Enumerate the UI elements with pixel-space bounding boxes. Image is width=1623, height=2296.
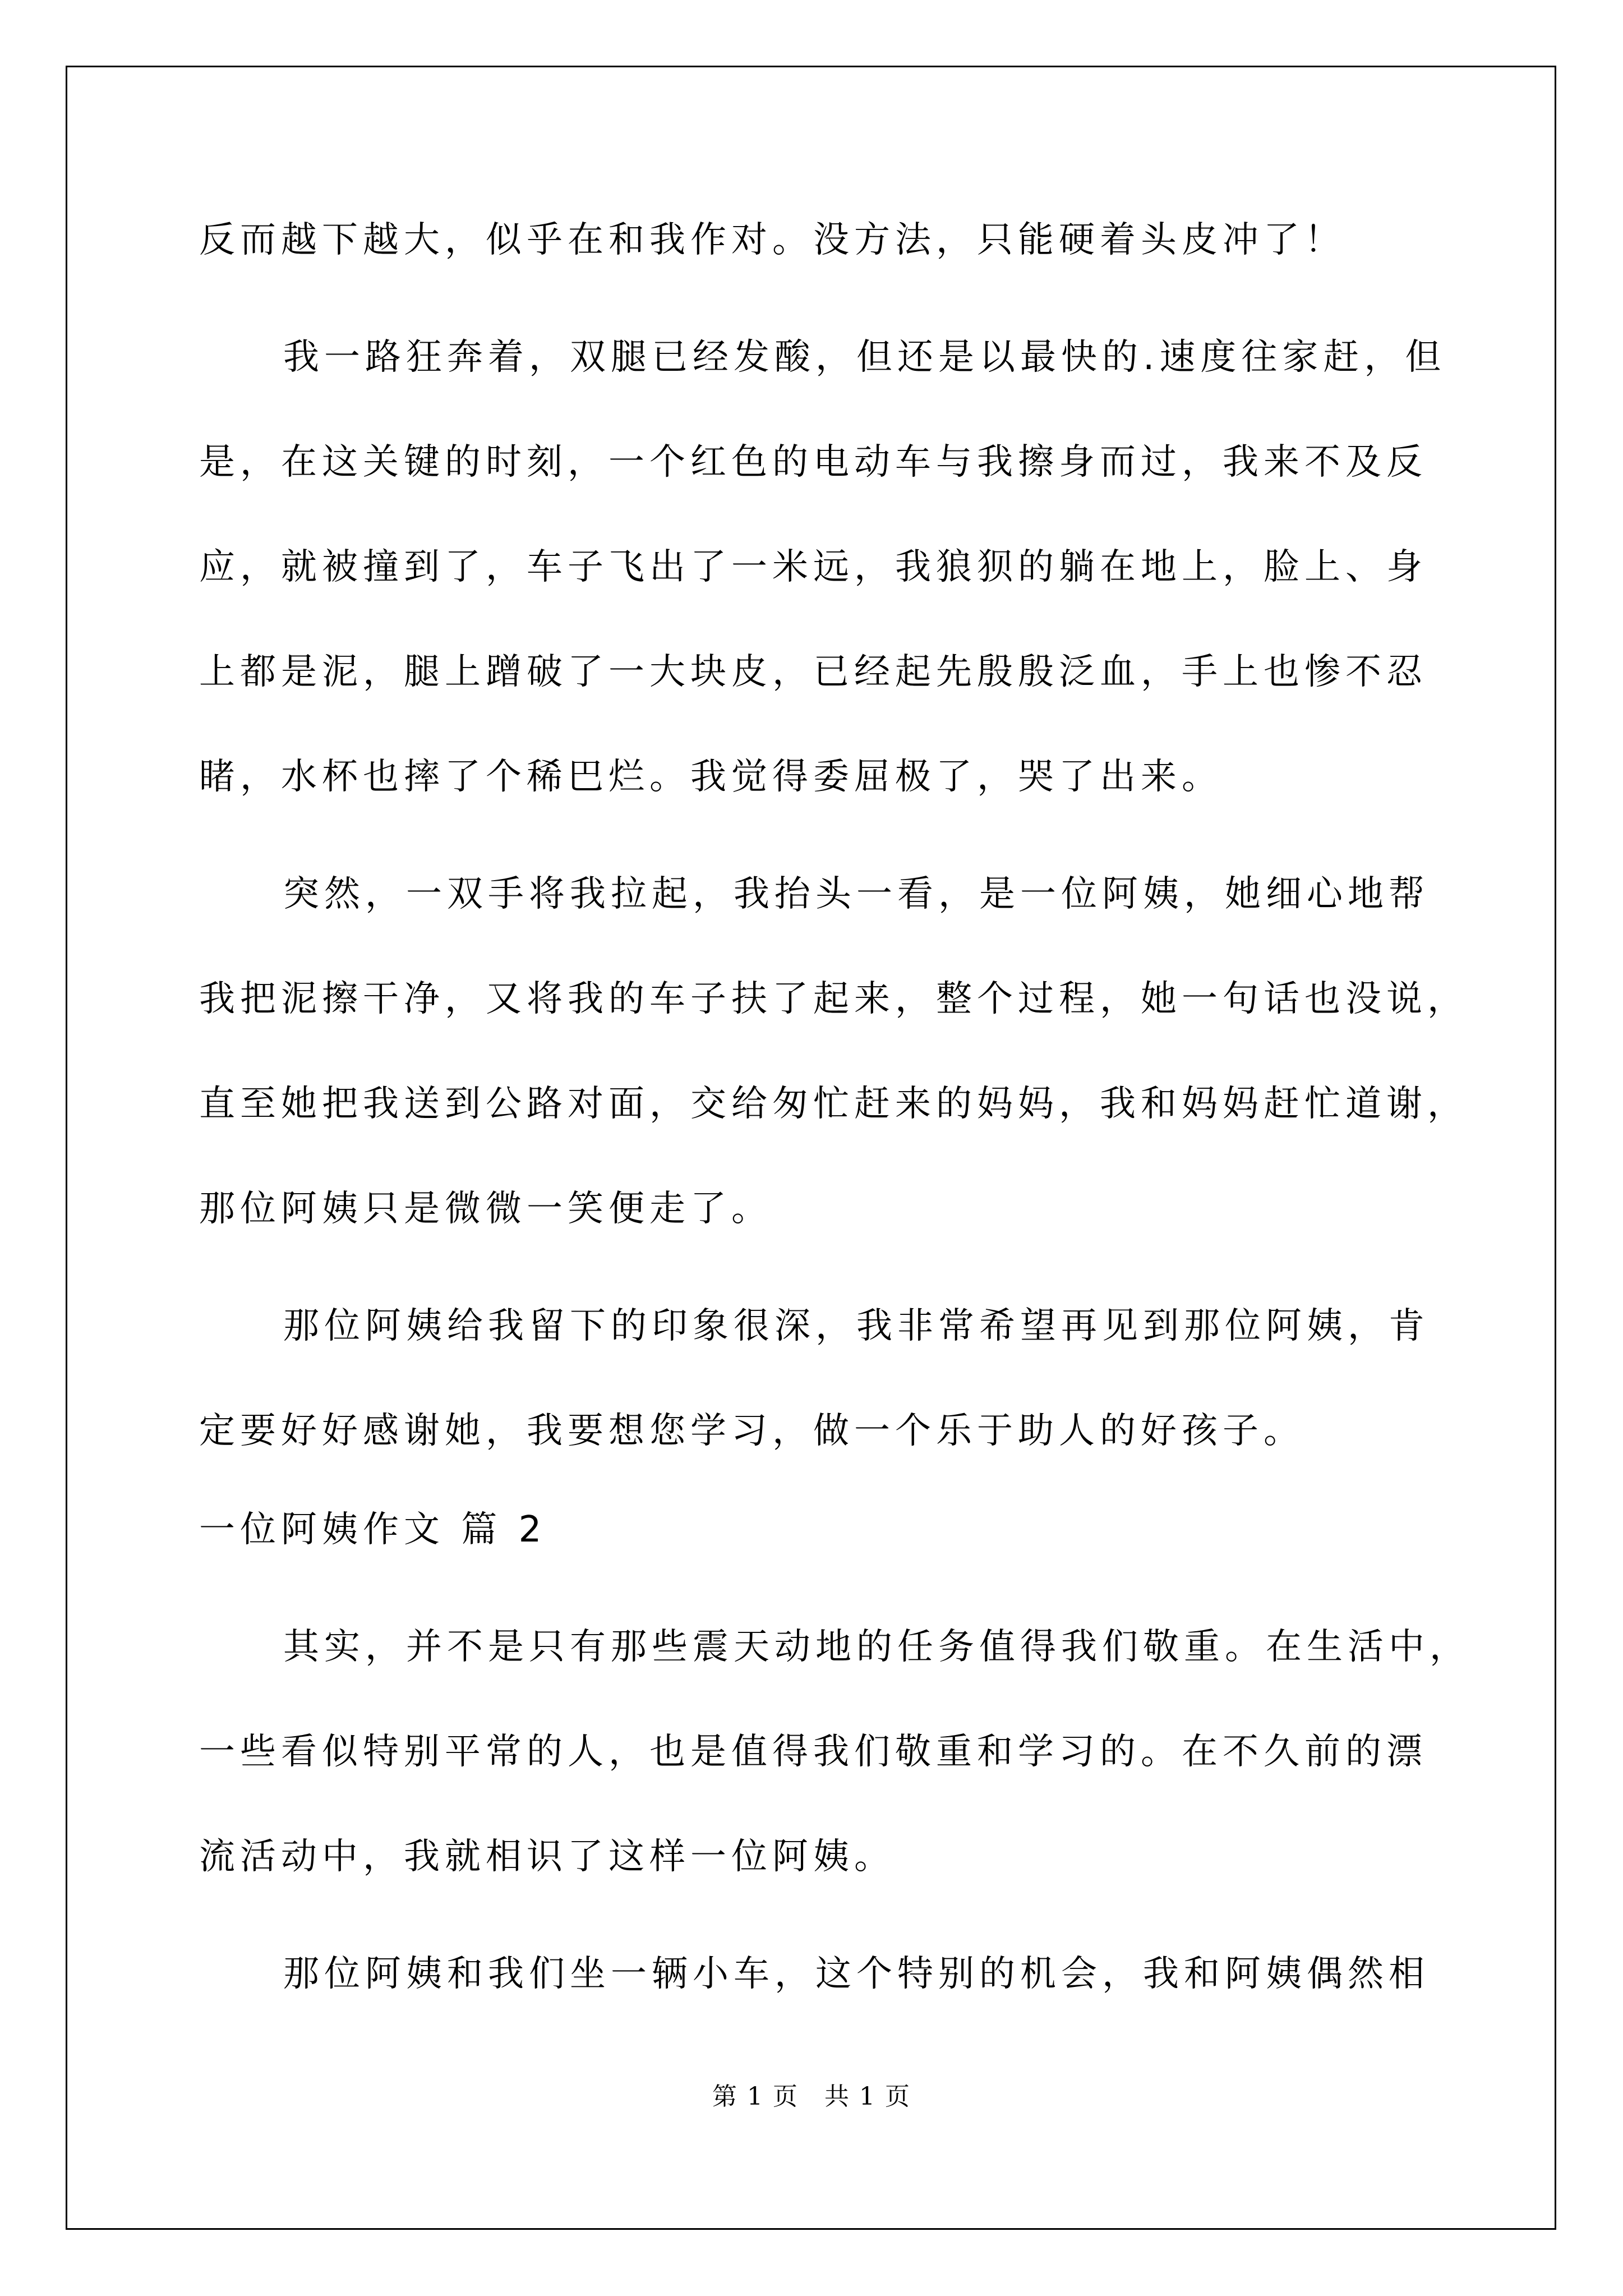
paragraph-5-line-1: 那位阿姨和我们坐一辆小车，这个特别的机会，我和阿姨偶然相 [283, 1953, 1430, 1995]
page-footer [0, 2080, 1623, 2114]
paragraph-4-line-2: 一些看似特别平常的人，也是值得我们敬重和学习的。在不久前的漂 [199, 1731, 1427, 1773]
text-line-1: 反而越下越大，似乎在和我作对。没方法，只能硬着头皮冲了！ [199, 219, 1345, 261]
paragraph-2-line-3: 直至她把我送到公路对面，交给匆忙赶来的妈妈，我和妈妈赶忙道谢， [199, 1083, 1468, 1125]
paragraph-1-line-2: 是，在这关键的时刻，一个红色的电动车与我擦身而过，我来不及反 [199, 441, 1427, 483]
paragraph-1-line-3: 应，就被撞到了，车子飞出了一米远，我狼狈的躺在地上，脸上、身 [199, 546, 1427, 588]
paragraph-2-line-4: 那位阿姨只是微微一笑便走了。 [199, 1188, 772, 1230]
page-border [66, 66, 1556, 2230]
paragraph-2-line-1: 突然，一双手将我拉起，我抬头一看，是一位阿姨，她细心地帮 [283, 873, 1430, 915]
paragraph-4-line-3: 流活动中，我就相识了这样一位阿姨。 [199, 1836, 895, 1878]
paragraph-1-line-5: 睹，水杯也摔了个稀巴烂。我觉得委屈极了，哭了出来。 [199, 756, 1223, 798]
page-number: 第 1 页 [712, 2082, 799, 2111]
paragraph-4-line-1: 其实，并不是只有那些震天动地的任务值得我们敬重。在生活中， [283, 1626, 1470, 1668]
section-heading: 一位阿姨作文 篇 2 [199, 1509, 547, 1550]
paragraph-3-line-1: 那位阿姨给我留下的印象很深，我非常希望再见到那位阿姨，肯 [283, 1305, 1430, 1347]
total-pages: 共 1 页 [824, 2082, 911, 2111]
paragraph-1-line-1: 我一路狂奔着，双腿已经发酸，但还是以最快的.速度往家赶，但 [283, 337, 1446, 378]
paragraph-3-line-2: 定要好好感谢她，我要想您学习，做一个乐于助人的好孩子。 [199, 1410, 1304, 1452]
paragraph-2-line-2: 我把泥擦干净，又将我的车子扶了起来，整个过程，她一句话也没说， [199, 978, 1468, 1020]
paragraph-1-line-4: 上都是泥，腿上蹭破了一大块皮，已经起先殷殷泛血，手上也惨不忍 [199, 651, 1427, 693]
